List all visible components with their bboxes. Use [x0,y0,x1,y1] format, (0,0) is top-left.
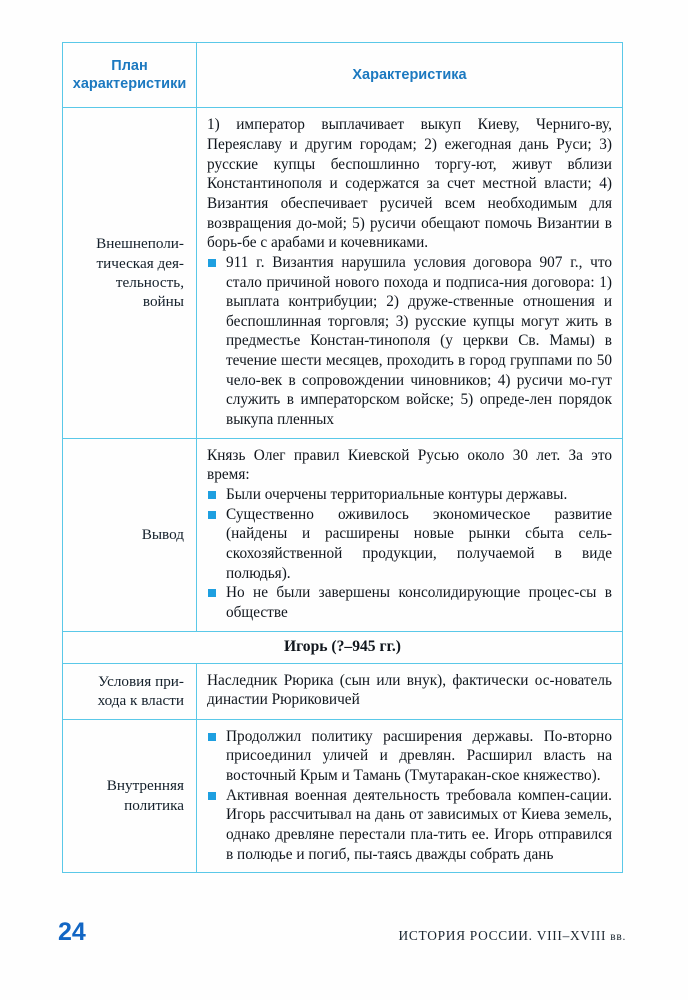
list-item: Существенно оживилось экономическое развитие (найдены и расширены новые рынки сбыта сель-скохозяйственной продукции, получаемой в виде полюдья). [207,505,612,584]
table-row [63,438,623,631]
row-label-conclusion [63,438,197,631]
list-item: Но не были завершены консолидирующие процес-сы в обществе [207,583,612,622]
list-item: 911 г. Византия нарушила условия договора 907 г., что стало причиной нового похода и подписа-ния договора: 1) выплата контрибуции; 2) друже-ственные отношения и беспошлинная торговля; 3) русские купцы могут жить в предместье Констан-тинополя (у церкви Св. Мамы) в течение шести месяцев, проходить в город группами по 50 чело-век в сопровождении чиновников; 4) русичи мо-гут служить в императорском войске; 5) опреде-лен порядок выкупа пленных [207,253,612,430]
row-content-foreign-policy [197,108,623,439]
section-title-igor: Игорь (?–945 гг.) [63,631,623,663]
row-label-line: тельность, [115,274,184,291]
column-header-plan-line1: План [111,58,148,74]
paragraph-intro: Наследник Рюрика (сын или внук), фактически ос-нователь династии Рюриковичей [207,671,612,709]
list-item: Активная военная деятельность требовала компен-сации. Игорь рассчитывал на дань от зависимых от Киева земель, однако древляне перестали пла-тить ее. Игорь отправился в полюдье и погиб, пы-таясь дважды собрать дань [207,786,612,865]
row-label-domestic-policy [63,719,197,873]
page-footer [0,918,688,958]
section-divider-row [63,631,623,663]
row-label-line: войны [142,293,184,311]
row-content-domestic-policy [197,719,623,873]
list-item: Продолжил политику расширения державы. По-вторно присоединил уличей и древлян. Расширил власть на восточный Крым и Тамань (Тмутаракан-ское княжество). [207,727,612,786]
bullet-list [207,253,612,430]
row-content-accession [197,663,623,719]
row-label-accession [63,663,197,719]
column-header-plan-line2: характеристики [72,76,187,93]
characteristics-table-wrapper [62,42,622,873]
paragraph-intro: 1) император выплачивает выкуп Киеву, Черниго-ву, Переяславу и другим городам; 2) ежегодная дань Руси; 3) русские купцы беспошлинно торгу-ют, живут вблизи Константинополя и содержатся за счет местной власти; 4) Византия обеспечивает русичей всем необходимым для возвращения до-мой; 5) русичи обещают помочь Византии в борь-бе с арабами и кочевниками. [207,116,612,252]
column-header-characteristic-label: Характеристика [352,67,467,84]
row-content-conclusion [197,438,623,631]
row-label-line: политика [124,796,184,814]
row-label-line: Вывод [141,525,184,543]
row-label-foreign-policy [63,108,197,439]
row-label-line: хода к власти [97,692,184,710]
table-header-row [63,43,623,108]
table-row [63,719,623,873]
bullet-list [207,727,612,865]
characteristics-table [62,42,623,873]
column-header-plan [63,43,197,108]
list-item: Были очерчены территориальные контуры державы. [207,485,612,505]
row-label-line: Условия при- [98,672,184,690]
column-header-characteristic [197,43,623,108]
page-number: 24 [58,918,86,946]
running-head-suffix: вв. [610,931,626,943]
running-head-main: ИСТОРИЯ РОССИИ. VIII–XVIII [398,928,607,943]
table-row [63,663,623,719]
table-row [63,108,623,439]
paragraph-intro: Князь Олег правил Киевской Русью около 30 лет. За это время: [207,446,612,484]
row-label-line: Внутренняя [106,777,184,795]
bullet-list [207,485,612,623]
row-label-line: тическая дея- [96,254,184,272]
row-label-line: Внешнеполи- [96,235,184,253]
running-head [399,928,626,944]
